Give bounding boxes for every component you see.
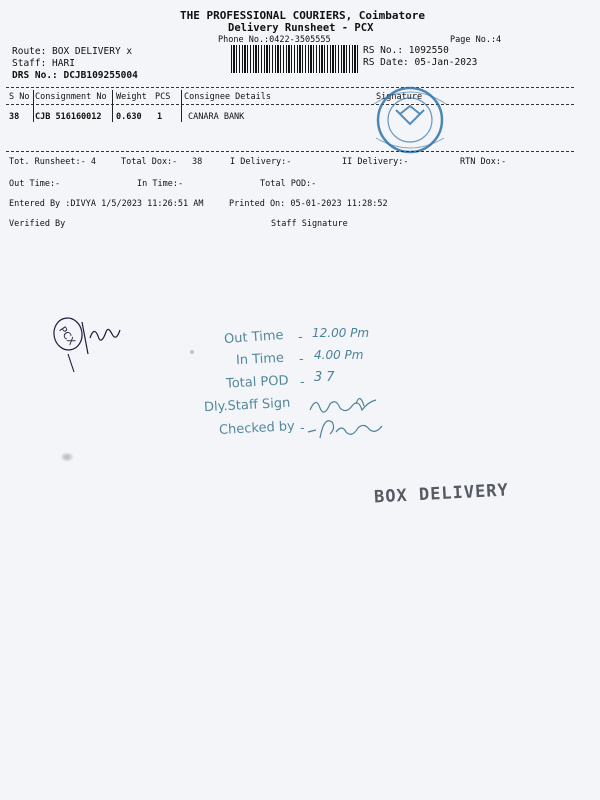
staff-label: Staff: HARI (12, 58, 75, 69)
table-bottom-rule (6, 151, 574, 152)
handwritten-staff-signature (306, 388, 386, 446)
row-sno: 38 (9, 112, 20, 122)
entered-by: Entered By :DIVYA 1/5/2023 11:26:51 AM (9, 199, 204, 209)
table-top-rule (6, 87, 574, 88)
col-header-signature: Signature (376, 92, 423, 102)
total-dox-value: 38 (192, 157, 203, 167)
column-separator (181, 90, 182, 122)
stamp-out-time: Out Time (223, 327, 284, 348)
total-dox-label: Total Dox:- (121, 157, 178, 167)
postal-seal-stamp (360, 84, 460, 156)
col-header-consignee: Consignee Details (184, 92, 271, 102)
stamp-total-pod: Total POD (225, 373, 289, 392)
stamp-dash: - (298, 330, 303, 345)
row-consignment: CJB 516160012 (35, 112, 102, 122)
handwritten-signature (48, 312, 138, 374)
column-separator (112, 90, 113, 122)
barcode-image (231, 45, 359, 73)
col-header-pcs: PCS (155, 92, 171, 102)
phone-number: Phone No.:0422-3505555 (218, 35, 331, 45)
stamp-checked-by: Checked by (218, 419, 296, 438)
company-title: THE PROFESSIONAL COURIERS, Coimbatore (180, 9, 426, 22)
stamp-dash: - (300, 375, 305, 390)
column-separator (33, 90, 34, 122)
i-delivery: I Delivery:- (230, 157, 292, 167)
route-label: Route: BOX DELIVERY x (12, 46, 133, 57)
runsheet-title: Delivery Runsheet - PCX (228, 22, 374, 34)
handwritten-total-pod: 37 (314, 370, 339, 385)
handwritten-in-time: 4.00 Pm (314, 348, 364, 362)
staff-signature-label: Staff Signature (271, 219, 348, 229)
out-time: Out Time:- (9, 179, 61, 189)
table-header-rule (6, 104, 574, 105)
stamp-staff-sign: Dly.Staff Sign (203, 395, 291, 416)
col-header-consignment: Consignment No (35, 92, 107, 102)
stamp-dash: - (299, 352, 304, 367)
row-consignee: CANARA BANK (188, 112, 245, 122)
col-header-weight: Weight (116, 92, 147, 102)
drs-number: DRS No.: DCJB109255004 (12, 70, 138, 81)
ink-dot (190, 350, 194, 354)
col-header-sno: S No (9, 92, 30, 102)
total-runsheet: Tot. Runsheet:- 4 (9, 157, 96, 167)
row-weight: 0.630 (116, 112, 142, 122)
row-pcs: 1 (157, 112, 163, 122)
box-delivery-stamp: BOX DELIVERY (373, 480, 510, 508)
rs-date: RS Date: 05-Jan-2023 (363, 57, 478, 68)
rs-number: RS No.: 1092550 (363, 45, 449, 56)
total-pod: Total POD:- (260, 179, 317, 189)
ink-smudge (60, 452, 74, 462)
in-time: In Time:- (137, 179, 184, 189)
ii-delivery: II Delivery:- (342, 157, 409, 167)
printed-on: Printed On: 05-01-2023 11:28:52 (229, 199, 388, 209)
rtn-dox: RTN Dox:- (460, 157, 507, 167)
svg-text:PCX: PCX (56, 324, 77, 348)
handwritten-out-time: 12.00 Pm (312, 326, 370, 340)
stamp-dash: - (300, 421, 305, 436)
verified-by: Verified By (9, 219, 66, 229)
page-number: Page No.:4 (450, 35, 502, 45)
stamp-in-time: In Time (235, 350, 285, 369)
